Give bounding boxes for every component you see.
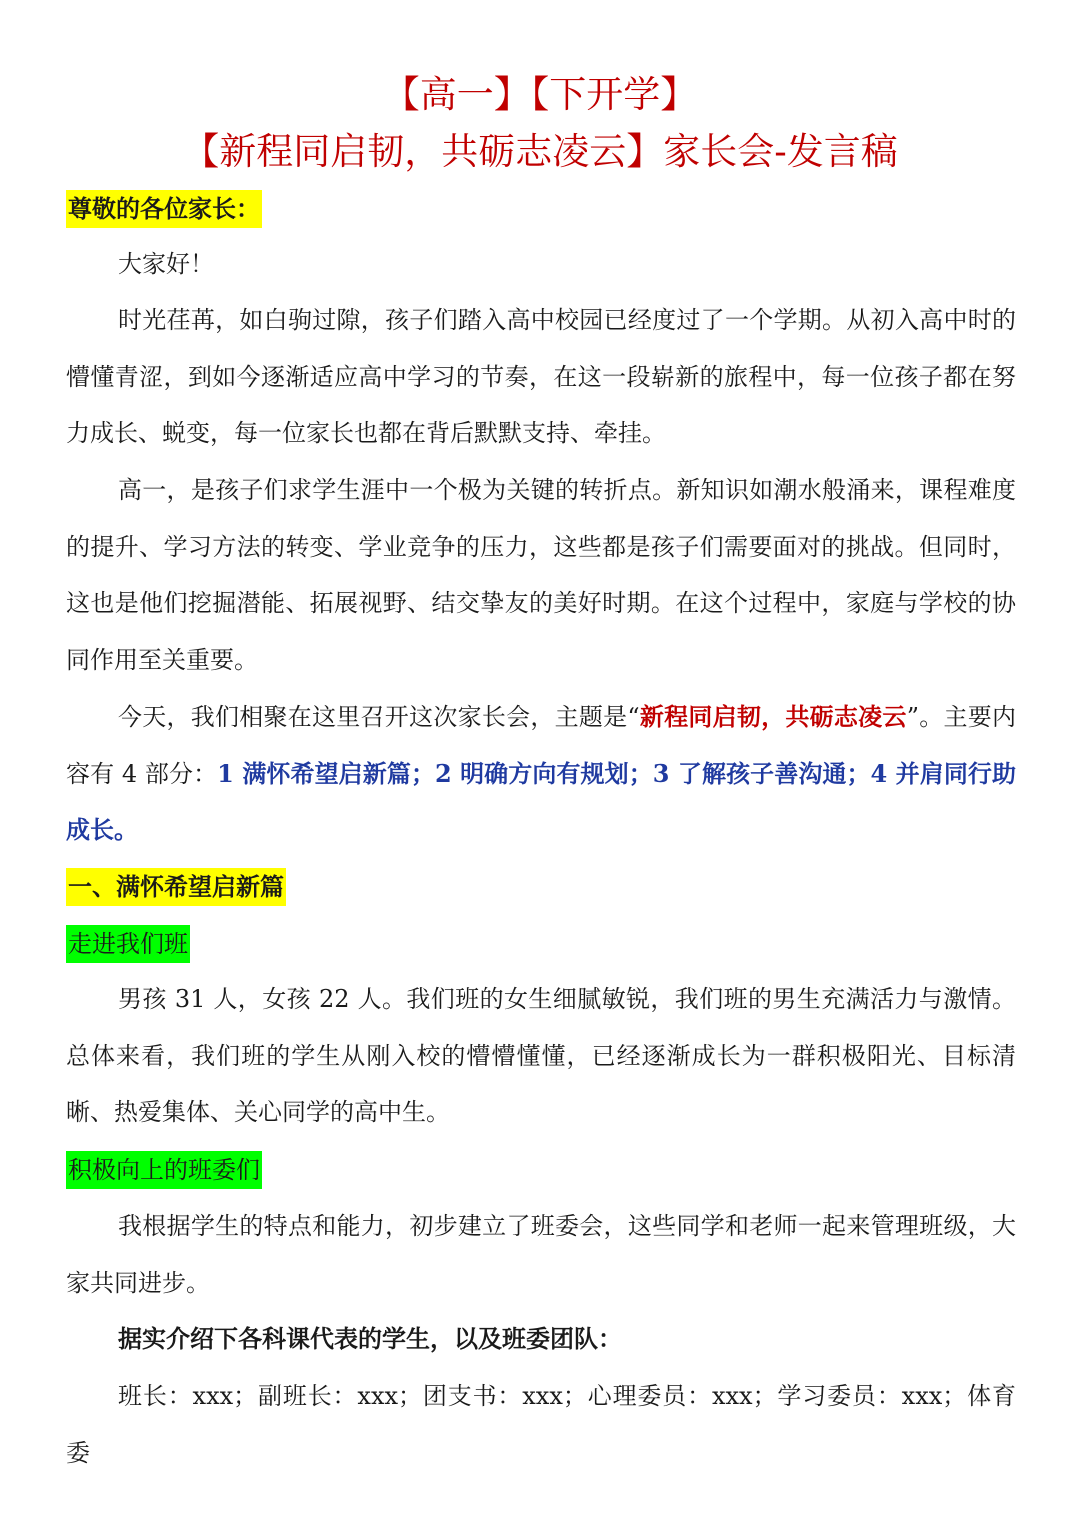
subheading-our-class: 走进我们班 [66,925,190,963]
section-heading: 一、满怀希望启新篇 [66,868,286,906]
paragraph-grade-one: 高一，是孩子们求学生涯中一个极为关键的转折点。新知识如潮水般涌来，课程难度的提升、学习方法的转变、学业竞争的压力，这些都是孩子们需要面对的挑战。但同时，这也是他们挖掘潜能、拓展视野、结交挚友的美好时期。在这个过程中，家庭与学校的协同作用至关重要。 [66,476,1016,674]
document-title-line2: 【新程同启韧，共砺志凌云】家长会-发言稿 [182,130,898,173]
theme-mid-text: ”。主要内容有 4 部分： [66,703,1016,788]
paragraph-class-stats: 男孩 31 人，女孩 22 人。我们班的女生细腻敏锐，我们班的男生充满活力与激情。总体来看，我们班的学生从刚入校的懵懵懂懂，已经逐渐成长为一群积极阳光、目标清晰、热爱集体、关心同学的高中生。 [66,985,1016,1127]
salutation-highlight: 尊敬的各位家长： [66,190,262,228]
paragraph-intro: 时光荏苒，如白驹过隙，孩子们踏入高中校园已经度过了一个学期。从初入高中时的懵懂青涩，到如今逐渐适应高中学习的节奏，在这一段崭新的旅程中，每一位孩子都在努力成长、蜕变，每一位家长也都在背后默默支持、牵挂。 [66,306,1016,448]
theme-prefix-text: 今天，我们相聚在这里召开这次家长会，主题是“ [118,703,640,731]
paragraph-representatives-intro: 据实介绍下各科课代表的学生，以及班委团队： [118,1324,622,1353]
theme-parts-list: 1 满怀希望启新篇；2 明确方向有规划；3 了解孩子善沟通；4 并肩同行助成长。 [66,758,1017,845]
paragraph-committee: 我根据学生的特点和能力，初步建立了班委会，这些同学和老师一起来管理班级，大家共同进步。 [66,1212,1016,1297]
greeting: 大家好！ [118,250,214,278]
paragraph-theme [66,689,1016,859]
theme-highlight: 新程同启韧，共砺志凌云 [639,702,907,731]
subheading-class-committee: 积极向上的班委们 [66,1151,262,1189]
document-title-line1: 【高一】【下开学】 [382,73,698,116]
paragraph-roles: 班长：xxx；副班长：xxx；团支书：xxx；心理委员：xxx；学习委员：xxx；体育委 [66,1382,1016,1467]
